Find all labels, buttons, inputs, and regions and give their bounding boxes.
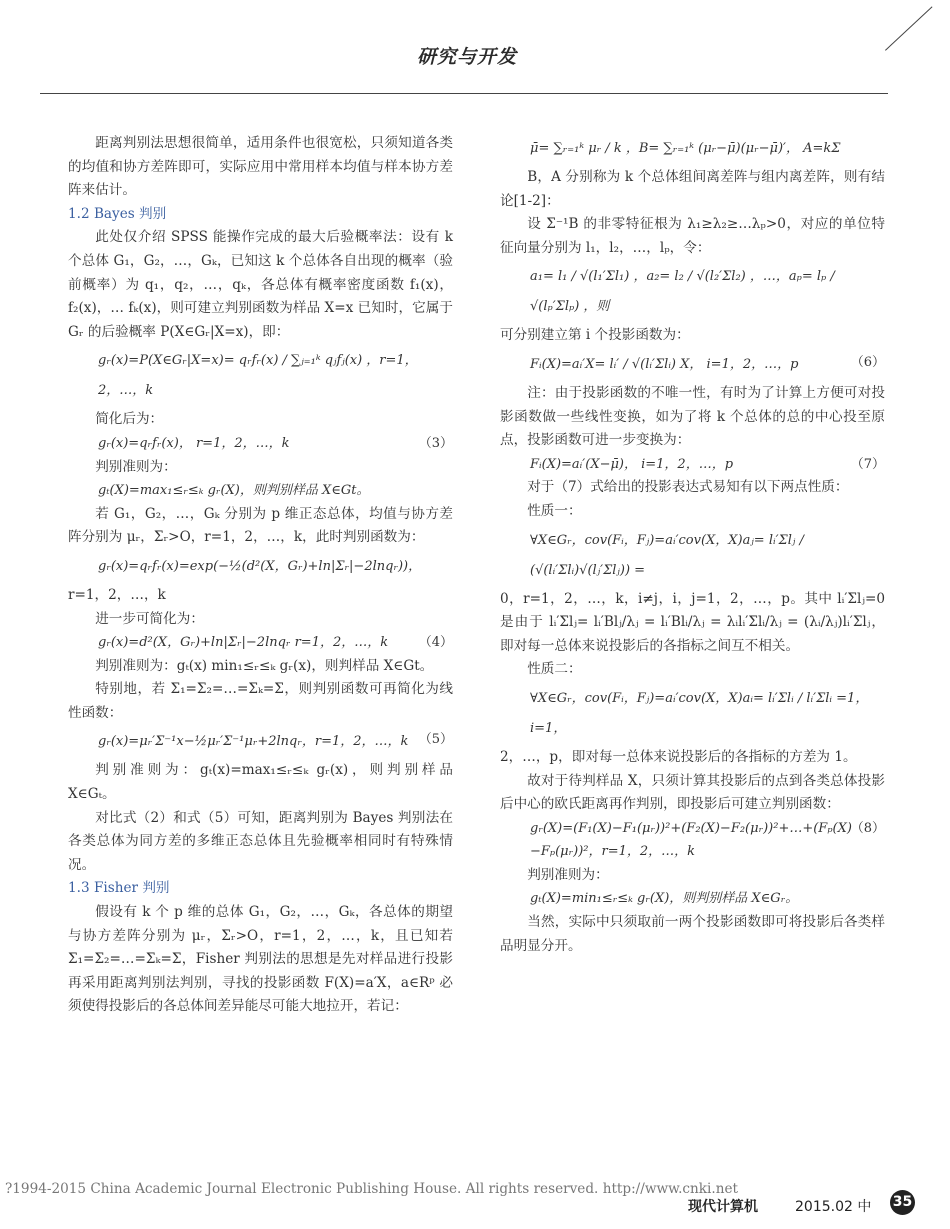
running-header-title: 研究与开发 xyxy=(417,46,518,68)
paragraph: 注：由于投影函数的不唯一性，有时为了计算上方便可对投影函数做一些线性变换，如为了将 k 个总体的总的中心投至原点，投影函数可进一步变换为： xyxy=(500,384,885,449)
equation-body: Fᵢ(X)=aᵢ′X= lᵢ′ / √(lᵢ′Σlᵢ) X， i=1，2，…，p xyxy=(530,356,799,372)
copyright-watermark: ?1994-2015 China Academic Journal Electronic Publishing House. All rights reserved. http://www.cnki.net xyxy=(5,1181,738,1197)
equation-6 xyxy=(500,348,885,382)
section-heading-bayes: 1.2 Bayes 判别 xyxy=(68,205,167,222)
paragraph: 若 G₁，G₂，…，Gₖ 分别为 p 维正态总体，均值与协方差阵分别为 μᵣ，Σᵣ>O，r=1，2，…，k，此时判别函数为： xyxy=(68,505,453,546)
equation-number: （8） xyxy=(850,820,885,836)
equation-body: gᵣ(x)=μᵣ′Σ⁻¹x−½μᵣ′Σ⁻¹μᵣ+2lnqᵣ，r=1，2，…，k xyxy=(98,734,409,750)
equation-body: gᵣ(X)=(F₁(X)−F₁(μᵣ))²+(F₂(X)−F₂(μᵣ))²+…+(Fₚ(X)−Fₚ(μᵣ))²，r=1，2，…，k xyxy=(530,820,852,860)
section-heading-fisher: 1.3 Fisher 判别 xyxy=(68,880,170,897)
paragraph: 对比式（2）和式（5）可知，距离判别为 Bayes 判别法在各类总体为同方差的多维正态总体且先验概率相同时有特殊情况。 xyxy=(68,809,453,873)
paragraph: 简化后为： xyxy=(95,411,164,428)
equation-8 xyxy=(500,817,885,864)
equation-posterior: gᵣ(x)=P(X∈Gᵣ|X=x)= qᵣfᵣ(x) / ∑ⱼ₌₁ᵏ qⱼfⱼ(x) ，r=1，2，…，k xyxy=(98,353,418,399)
paragraph: 特别地，若 Σ₁=Σ₂=…=Σₖ=Σ，则判别函数可再简化为线性函数： xyxy=(68,681,453,721)
paragraph: B，A 分别称为 k 个总体组间离差阵与组内离差阵，则有结论[1-2]： xyxy=(500,169,885,209)
property-2-label: 性质二： xyxy=(527,661,582,678)
decision-rule-1: gₜ(X)=max₁≤ᵣ≤ₖ gᵣ(X)，则判别样品 X∈Gt。 xyxy=(98,483,370,499)
header-rule-slant xyxy=(885,6,932,50)
paragraph: 当然，实际中只须取前一两个投影函数即可将投影后各类样品明显分开。 xyxy=(500,914,885,954)
equation-body: Fᵢ(X)=aᵢ′(X−μ̄)， i=1，2，…，p xyxy=(530,456,734,472)
paragraph: 故对于待判样品 X，只须计算其投影后的点到各类总体投影后中心的欧氏距离再作判别，即投影后可建立判别函数： xyxy=(500,772,885,813)
equation-3 xyxy=(68,432,453,456)
paragraph: 判别准则为： xyxy=(527,866,609,883)
paragraph: 判别准则为： xyxy=(95,458,177,475)
right-column xyxy=(500,132,885,958)
equation-exp: gᵣ(x)=qᵣfᵣ(x)=exp(−½(d²(X，Gᵣ)+ln|Σᵣ|−2lnqᵣ))， xyxy=(98,558,422,574)
page-number-badge: 35 xyxy=(890,1190,915,1215)
equation-7 xyxy=(500,453,885,477)
equation-number: （4） xyxy=(418,635,453,651)
property-2-equation: ∀X∈Gᵣ，cov(Fᵢ，Fⱼ)=aᵢ′cov(X，X)aᵢ= lᵢ′Σlᵢ / lᵢ′Σlᵢ =1，i=1， xyxy=(530,690,869,736)
decision-rule-final: gₜ(X)=min₁≤ᵣ≤ₖ gᵣ(X)，则判别样品 X∈Gᵣ。 xyxy=(530,891,799,907)
equation-number: （5） xyxy=(418,732,453,748)
paragraph: 此处仅介绍 SPSS 能操作完成的最大后验概率法：设有 k 个总体 G₁，G₂，…，Gₖ，已知这 k 个总体各自出现的概率（验前概率）为 q₁，q₂，…，qₖ，各总体有概率密度函数 f₁(x)，f₂(x)，… fₖ(x)，则可建立判别函数为样品 X=x 已知时，它属于 Gᵣ 的后验概率 P(X∈Gᵣ|X=x)，即： xyxy=(68,229,453,340)
equation-number: （7） xyxy=(850,456,885,472)
paragraph: 对于（7）式给出的投影表达式易知有以下两点性质： xyxy=(527,479,849,496)
issue-label: 2015.02 中 xyxy=(795,1199,872,1215)
paragraph: 0，r=1，2，…，k，i≠j，i，j=1，2，…，p。其中 lᵢ′Σlⱼ=0 是由于 lᵢ′Σlⱼ= lᵢ′Blⱼ/λⱼ = lᵢ′Blᵢ/λⱼ = λᵢlᵢ′Σlᵢ/λⱼ = (λᵢ/λⱼ)lᵢ′Σlⱼ，即对每一总体来说投影后的各指标之间互不相关。 xyxy=(500,590,885,654)
decision-rule-3: 判别准则为：gₜ(x)=max₁≤ᵣ≤ₖ gᵣ(x)，则判别样品 X∈Gₜ。 xyxy=(68,762,453,803)
equation-number: （6） xyxy=(850,354,885,370)
paragraph: 可分别建立第 i 个投影函数为： xyxy=(500,327,690,344)
paragraph: 进一步可简化为： xyxy=(95,610,204,627)
equation-body: gᵣ(x)=qᵣfᵣ(x)， r=1，2，…，k xyxy=(98,435,290,451)
property-1-equation: ∀X∈Gᵣ，cov(Fᵢ，Fⱼ)=aᵢ′cov(X，X)aⱼ= lᵢ′Σlⱼ / (√(lᵢ′Σlᵢ)√(lⱼ′Σlⱼ)) = xyxy=(530,532,804,578)
paragraph: 假设有 k 个 p 维的总体 G₁，G₂，…，Gₖ，各总体的期望与协方差阵分别为 μᵣ，Σᵣ>O，r=1，2，…，k，且已知若 Σ₁=Σ₂=…=Σₖ=Σ，Fisher 判别法的思想是先对样品进行投影再采用距离判别法判别，寻找的投影函数 F(X)=a′X，a∈Rᵖ 必须使得投影后的各总体间差异能尽可能大地拉开，若记： xyxy=(68,904,453,1015)
equation-projection-vectors: a₁= l₁ / √(l₁′Σl₁) ，a₂= l₂ / √(l₂′Σl₂) ，…，aₚ= lₚ / √(lₚ′Σlₚ) ，则 xyxy=(530,269,835,315)
left-column xyxy=(68,132,453,1019)
equation-definitions: μ̄= ∑ᵣ₌₁ᵏ μᵣ / k ，B= ∑ᵣ₌₁ᵏ (μᵣ−μ̄)(μᵣ−μ̄)′， A=kΣ xyxy=(530,141,841,156)
paragraph: 设 Σ⁻¹B 的非零特征根为 λ₁≥λ₂≥…λₚ>0，对应的单位特征向量分别为 l₁，l₂，…，lₚ，令： xyxy=(500,216,885,256)
decision-rule-2: 判别准则为：gₜ(x) min₁≤ᵣ≤ₖ gᵣ(x)，则判样品 X∈Gt。 xyxy=(95,657,434,674)
equation-continuation: r=1，2，…，k xyxy=(68,586,166,603)
equation-5 xyxy=(68,725,453,759)
header-rule xyxy=(40,93,888,94)
paragraph: 2，…，p，即对每一总体来说投影后的各指标的方差为 1。 xyxy=(500,748,857,765)
property-1-label: 性质一： xyxy=(527,502,582,519)
equation-body: gᵣ(x)=d²(X，Gᵣ)+ln|Σᵣ|−2lnqᵣ r=1，2，…，k xyxy=(98,635,389,651)
journal-name: 现代计算机 xyxy=(688,1199,758,1215)
equation-number: （3） xyxy=(418,435,453,451)
equation-4 xyxy=(68,631,453,655)
paragraph: 距离判别法思想很简单，适用条件也很宽松，只须知道各类的均值和协方差阵即可，实际应用中常用样本均值与样本协方差阵来估计。 xyxy=(68,135,453,199)
